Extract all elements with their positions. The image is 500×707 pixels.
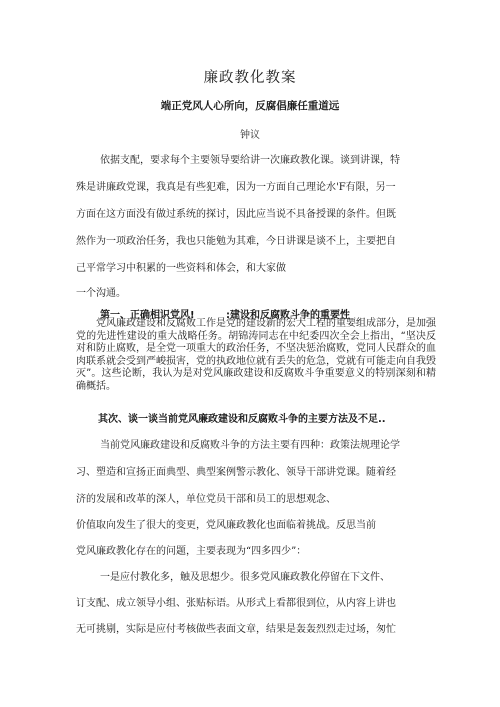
intro-line-4: 然作为一项政治任务，我也只能勉为其难，今日讲课是谈不上，主要把自 <box>76 236 396 247</box>
section-2-line-3: 济的发展和改革的深人，单位党员干部和员工的思想观念、 <box>76 494 336 505</box>
section-2-line-5: 党风廉政教化存在的问题，主要表现为“四多四少”： <box>76 546 307 557</box>
intro-line-5: 己平常学习中积累的一些资料和体会，和大家做 <box>76 263 286 274</box>
section-2-heading: 其次、谈一谈当前党风廉政建设和反腐败斗争的主要方法及不足.. <box>98 414 386 425</box>
section-2-line-6: 一是应付教化多，触及思想少。很多党风廉政教化停留在下文件、 <box>100 572 390 583</box>
section-1-body <box>76 318 436 393</box>
section-2-line-7: 订支配、成立领导小组、张贴标语。从形式上看都很到位，从内容上讲也 <box>76 598 396 609</box>
section-1-heading-right: :建设和反腐败斗争的重要性 <box>226 310 350 321</box>
intro-line-2: 殊是讲廉政党课，我真是有些犯难，因为一方面自己理论水'F有限，另一 <box>76 182 396 193</box>
intro-line-1: 依据支配，要求每个主要领导要给讲一次廉政教化课。谈到讲课，特 <box>100 155 400 166</box>
document-subtitle: 端正党风人心所向，反腐倡廉任重道远 <box>160 100 340 112</box>
section-2-line-4: 价值取向发生了很大的变更，党风廉政教化也面临着挑战。反思当前 <box>76 520 376 531</box>
section-1-paragraph: 党风廉政建设和反腐败工作是党的建设新的宏大工程的重要组成部分，是加强党的先进性建设的重大战略任务。胡锦涛同志在中纪委四次全会上指出，“坚决反对和防止腐败，是全党一项重大的政治任务，不坚决惩治腐败，党同人民群众的血肉联系就会受到严峻损害，党的执政地位就有丢失的危急，党就有可能走向自我毁灭”。这些论断，我认为是对党风廉政建设和反腐败斗争重要意义的特别深刻和精确概括。 <box>76 318 436 392</box>
intro-line-6: 一个沟通。 <box>76 288 126 299</box>
section-2-line-8: 无可挑剔，实际是应付考核做些表面文章，结果是轰轰烈烈走过场，匆忙 <box>76 624 396 635</box>
author-name: 钟议 <box>240 130 260 141</box>
section-2-line-1: 当前党风廉政建设和反腐败斗争的方法主要有四种：政策法规理论学 <box>100 440 400 451</box>
intro-line-3: 方面在这方面没有做过系统的探讨，因此应当说不具备授课的条件。但既 <box>76 209 396 220</box>
section-2-line-2: 习、塑造和宣扬正面典型、典型案例警示教化、领导干部讲党课。随着经 <box>76 467 396 478</box>
section-1-heading-left: 第一、正确相识党风! <box>100 310 195 321</box>
document-title: 廉政教化教案 <box>203 70 297 86</box>
